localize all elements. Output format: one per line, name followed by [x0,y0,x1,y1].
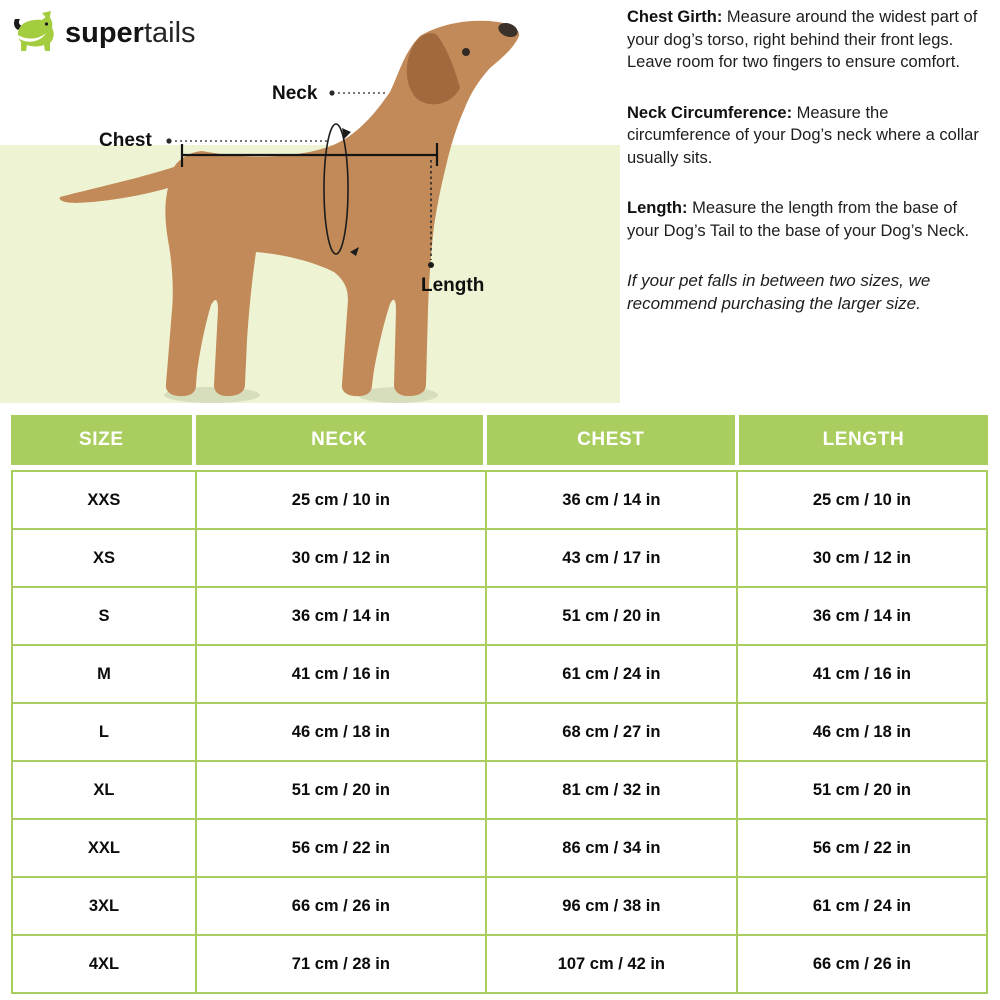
table-row [13,762,986,820]
table-row [13,820,986,878]
table-row [13,530,986,588]
table-row [13,588,986,646]
table-cell: 61 cm / 24 in [812,896,911,915]
chest-girth-text: Measure around the widest part of your dog’s torso, right behind their front legs. Leave room for two fingers to ensure comfort. [627,8,978,71]
table-cell: 41 cm / 16 in [197,646,487,702]
length-paragraph [627,197,993,242]
table-cell: 81 cm / 32 in [487,762,738,818]
table-cell: L [13,704,197,760]
measuring-instructions [627,6,993,343]
neck-circumference-paragraph [627,102,993,170]
header-chest: CHEST [487,415,739,465]
table-cell: 107 cm / 42 in [487,936,738,992]
table-cell: 4XL [13,936,197,992]
size-chart-table [11,415,988,994]
logo-word-tails: tails [143,16,196,49]
length-annotation-label: Length [421,275,485,296]
table-cell: 25 cm / 10 in [197,472,487,528]
table-cell: 36 cm / 14 in [487,472,738,528]
table-cell: 30 cm / 12 in [197,530,487,586]
length-text: Measure the length from the base of your Dog’s Tail to the base of your Dog’s Neck. [627,199,970,240]
table-cell: 68 cm / 27 in [487,704,738,760]
table-cell: 66 cm / 26 in [197,878,487,934]
table-cell: 30 cm / 12 in [812,548,911,567]
table-cell: 66 cm / 26 in [812,954,911,973]
chest-leader-dot [166,138,171,143]
length-leader-dot [428,262,434,268]
table-cell: 3XL [13,878,197,934]
table-cell: 56 cm / 22 in [812,838,911,857]
table-cell: 51 cm / 20 in [197,762,487,818]
table-cell: 46 cm / 18 in [197,704,487,760]
length-heading: Length: [627,199,688,217]
dog-eye [462,48,470,56]
table-cell: 56 cm / 22 in [197,820,487,876]
neck-annotation-label: Neck [272,83,318,104]
neck-leader-dot [329,90,334,95]
table-cell: XXL [13,820,197,876]
header-size: SIZE [11,415,196,465]
table-cell: XXS [13,472,197,528]
table-row [13,646,986,704]
sizing-note: If your pet falls in between two sizes, we recommend purchasing the larger size. [627,271,931,313]
chest-girth-heading: Chest Girth: [627,8,723,26]
table-cell: XL [13,762,197,818]
table-cell: 61 cm / 24 in [487,646,738,702]
table-cell: 25 cm / 10 in [812,490,911,509]
table-cell: XS [13,530,197,586]
size-chart-header-row [11,415,988,465]
dog-measurement-illustration [0,0,620,410]
chest-annotation-label: Chest [99,130,152,151]
chest-girth-paragraph [627,6,993,74]
table-cell: S [13,588,197,644]
header-length: LENGTH [739,415,988,465]
table-cell: 46 cm / 18 in [812,722,911,741]
neck-circumference-text: Measure the circumference of your Dog’s neck where a collar usually sits. [627,103,979,167]
neck-circumference-heading: Neck Circumference: [627,103,793,122]
table-cell: 86 cm / 34 in [487,820,738,876]
table-cell: 96 cm / 38 in [487,878,738,934]
table-row [13,878,986,936]
table-row [13,472,986,530]
table-row [13,936,986,992]
table-cell: 71 cm / 28 in [197,936,487,992]
table-row [13,704,986,762]
table-cell: 36 cm / 14 in [812,606,911,625]
table-cell: 41 cm / 16 in [812,664,911,683]
size-chart-body [11,470,988,994]
table-cell: 51 cm / 20 in [487,588,738,644]
table-cell: 36 cm / 14 in [197,588,487,644]
table-cell: 51 cm / 20 in [812,780,911,799]
table-cell: 43 cm / 17 in [487,530,738,586]
table-cell: M [13,646,197,702]
logo-word-super: super [65,16,144,49]
header-neck: NECK [196,415,487,465]
